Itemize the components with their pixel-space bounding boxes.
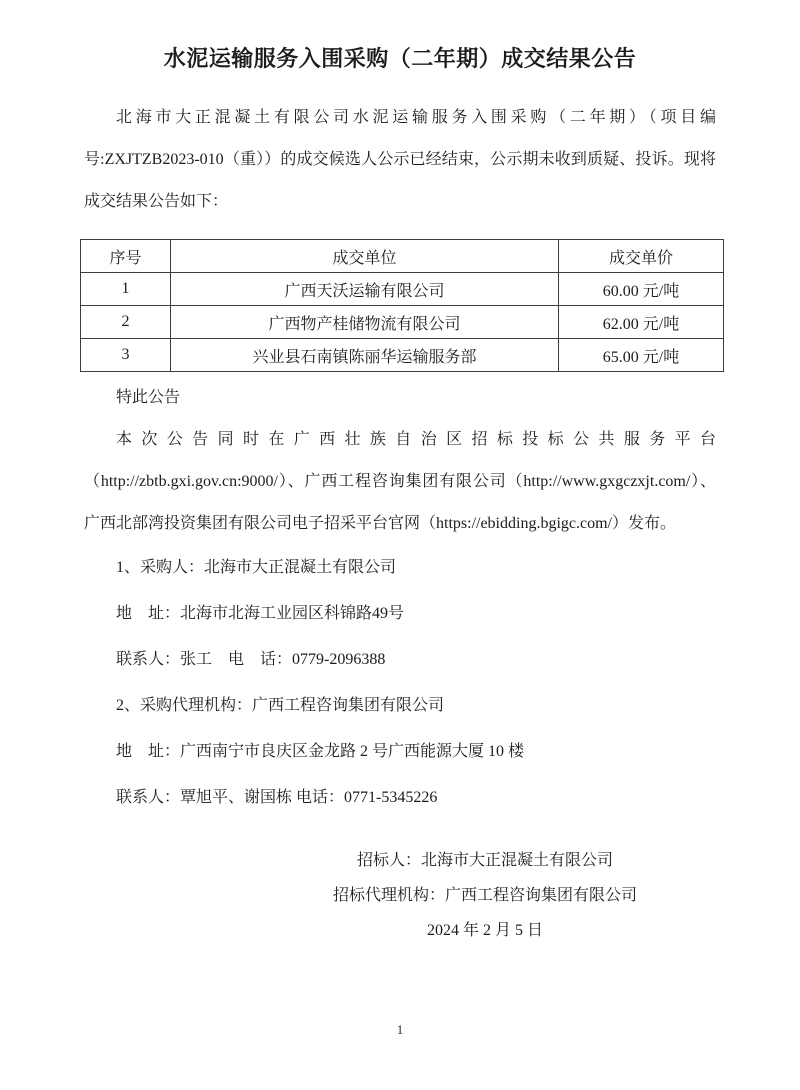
agent-name-line: 2、采购代理机构：广西工程咨询集团有限公司 <box>116 697 445 714</box>
cell-price: 62.00 元/吨 <box>559 306 724 339</box>
column-header-seq: 序号 <box>81 240 171 273</box>
results-table <box>80 239 724 372</box>
page-number: 1 <box>396 1022 404 1037</box>
signature-block <box>84 843 716 948</box>
cell-seq: 3 <box>81 339 171 372</box>
intro-paragraph: 北海市大正混凝土有限公司水泥运输服务入围采购（二年期）（项目编号:ZXJTZB2023-010（重））的成交候选人公示已经结束，公示期未收到质疑、投诉。现将成交结果公告如下： <box>84 109 716 210</box>
column-header-price: 成交单价 <box>559 240 724 273</box>
agent-address-line: 地 址：广西南宁市良庆区金龙路 2 号广西能源大厦 10 楼 <box>116 743 525 760</box>
hereby-note: 特此公告 <box>116 389 181 406</box>
cell-unit: 广西天沃运输有限公司 <box>171 273 559 306</box>
cell-unit: 广西物产桂储物流有限公司 <box>171 306 559 339</box>
date-line: 2024 年 2 月 5 日 <box>426 922 543 939</box>
purchaser-contact-line: 联系人：张工 电 话：0779-2096388 <box>116 651 386 668</box>
platforms-paragraph: 本次公告同时在广西壮族自治区招标投标公共服务平台（http://zbtb.gxi.gov.cn:9000/）、广西工程咨询集团有限公司（http://www.gxgczxjt.com/）、广西北部湾投资集团有限公司电子招采平台官网（https://ebidding.bgigc.com/）发布。 <box>84 431 716 532</box>
cell-price: 65.00 元/吨 <box>559 339 724 372</box>
purchaser-section <box>84 545 716 683</box>
table-row <box>81 339 724 372</box>
table-header-row <box>81 240 724 273</box>
agent-contact-line: 联系人：覃旭平、谢国栋 电话：0771-5345226 <box>116 789 438 806</box>
cell-price: 60.00 元/吨 <box>559 273 724 306</box>
agency-line: 招标代理机构：广西工程咨询集团有限公司 <box>332 887 637 904</box>
table-row <box>81 306 724 339</box>
cell-seq: 2 <box>81 306 171 339</box>
table-row <box>81 273 724 306</box>
bidder-line: 招标人：北海市大正混凝土有限公司 <box>356 852 613 869</box>
cell-seq: 1 <box>81 273 171 306</box>
purchaser-name-line: 1、采购人：北海市大正混凝土有限公司 <box>116 559 397 576</box>
page-title: 水泥运输服务入围采购（二年期）成交结果公告 <box>163 46 637 71</box>
purchaser-address-line: 地 址：北海市北海工业园区科锦路49号 <box>116 605 405 622</box>
cell-unit: 兴业县石南镇陈丽华运输服务部 <box>171 339 559 372</box>
column-header-unit: 成交单位 <box>171 240 559 273</box>
agent-section <box>84 683 716 821</box>
